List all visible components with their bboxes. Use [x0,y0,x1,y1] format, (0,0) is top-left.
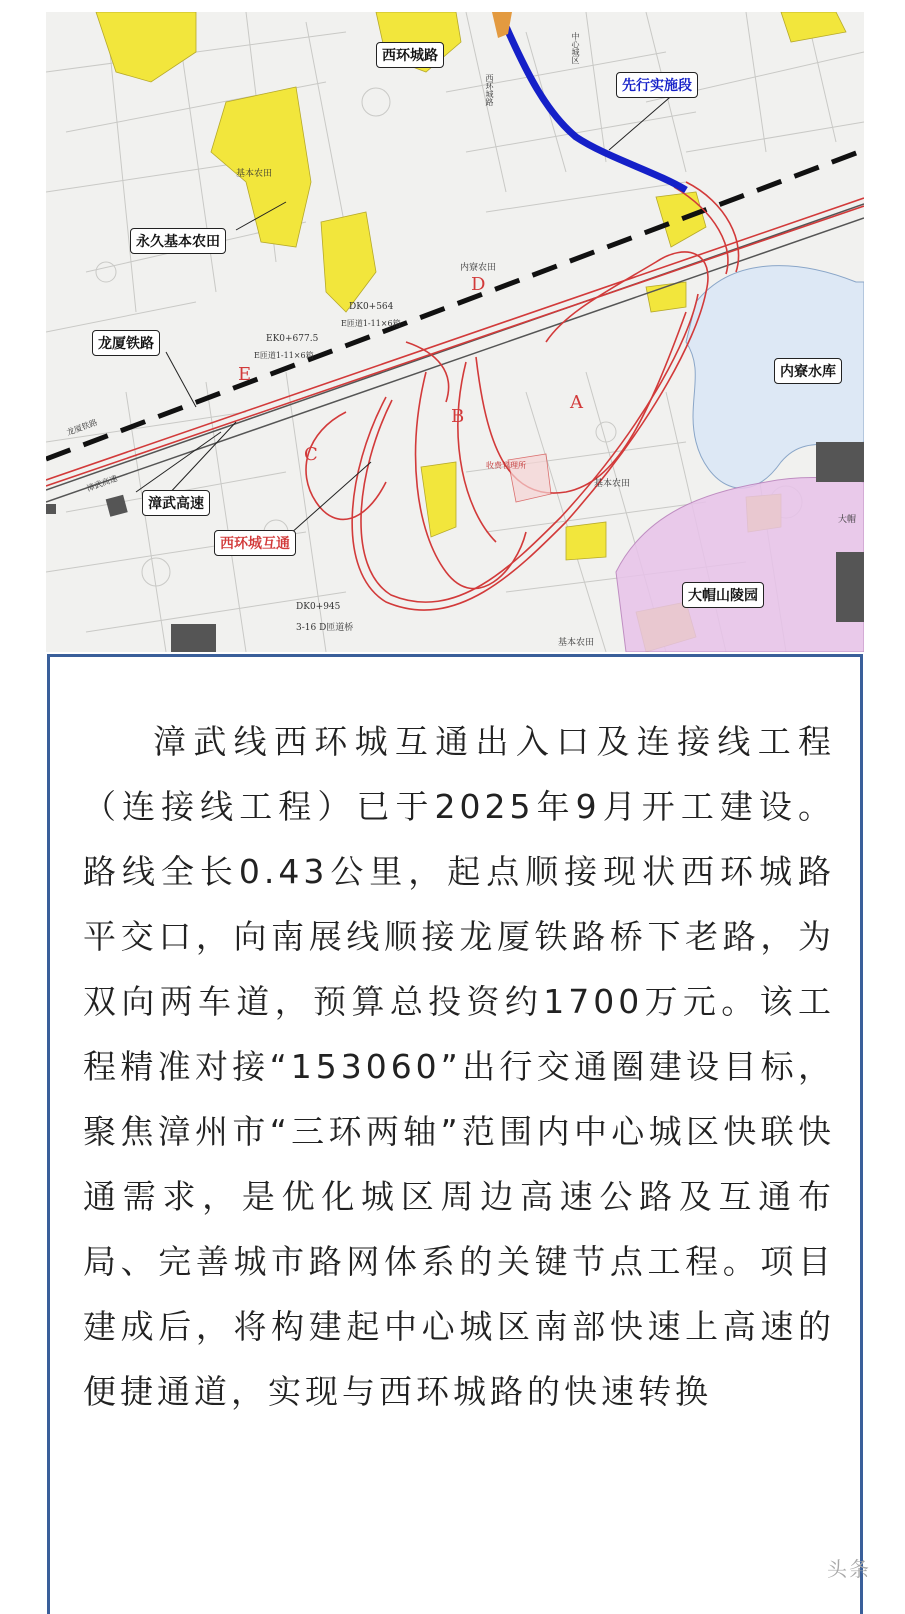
map-svg [46,12,864,652]
zone-letter-a: A [570,392,583,413]
label-first-phase: 先行实施段 [616,72,698,98]
note-toll-station: 收费管理所 [486,461,526,470]
leader-lines [136,92,676,542]
first-phase-route [504,22,686,190]
zone-letter-d: D [471,274,486,295]
note-railway-small: 龙厦铁路 [65,417,99,438]
cemetery-area [616,478,864,652]
zone-letter-c: C [304,444,318,465]
zone-letter-b: B [451,406,465,427]
label-permanent-farmland: 永久基本农田 [130,228,226,254]
note-farmland-3: 基本农田 [594,479,631,489]
article-paragraph: 漳武线西环城互通出入口及连接线工程（连接线工程）已于2025年9月开工建设。路线全长0.43公里，起点顺接现状西环城路平交口，向南展线顺接龙厦铁路桥下老路，为双向两车道，预算总投资约1700万元。该工程精准对接“153060”出行交通圈建设目标，聚焦漳州市“三环两轴”范围内中心城区快联快通需求，是优化城区周边高速公路及互通布局、完善城市路网体系的关键节点工程。项目建成后，将构建起中心城区南部快速上高速的便捷通道，实现与西环城路的快速转换 [83,722,835,1411]
article-panel [47,654,863,1614]
note-bridge-1: E匝道1-11×6箱 [341,319,401,328]
note-ek-677: EK0+677.5 [266,334,319,344]
label-longxia-railway: 龙厦铁路 [92,330,160,356]
note-dk-945: DK0+945 [296,602,341,612]
note-damao-small: 大帽 [838,515,857,525]
label-xihuancheng-interchange: 西环城互通 [214,530,296,556]
label-xihuancheng-road: 西环城路 [376,42,444,68]
label-zhangwu-expressway: 漳武高速 [142,490,210,516]
note-road-vertical-1: 西环城路 [485,74,494,106]
note-expressway-small: 漳武高速 [85,473,119,494]
note-bridge-2: E匝道1-11×6箱 [254,351,314,360]
note-farmland-1: 基本农田 [236,169,273,179]
note-farmland-2: 内寮农田 [460,263,497,273]
note-dk-564: DK0+564 [349,302,394,312]
label-neiliao-reservoir: 内寮水库 [774,358,842,384]
note-bridge-3: 3-16 D匝道桥 [296,623,354,633]
note-farmland-4: 基本农田 [558,638,595,648]
note-road-vertical-2: 中心城区 [571,32,580,64]
watermark: 头条 [827,1557,871,1581]
project-map [46,12,864,652]
label-damaoshan-cemetery: 大帽山陵园 [682,582,764,608]
zone-letter-e: E [238,364,252,385]
